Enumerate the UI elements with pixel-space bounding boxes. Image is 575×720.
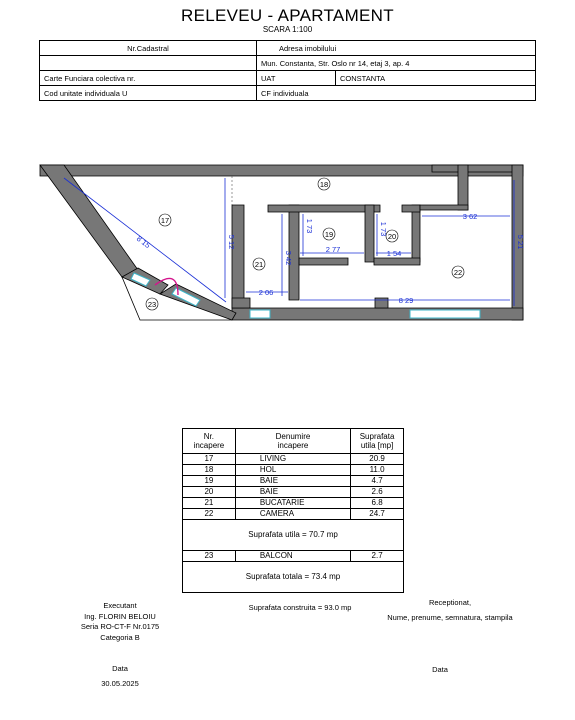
adresa-value: Mun. Constanta, Str. Oslo nr 14, etaj 3, ap. 4 [257, 56, 536, 71]
room-label: 18 [319, 180, 329, 189]
col-header-den [235, 429, 350, 454]
receptionat-block [370, 598, 530, 623]
wall-bath-div [365, 205, 374, 262]
row-den: BALCON [235, 551, 350, 562]
row-nr: 21 [183, 498, 236, 509]
executant-seria: Seria RO-CT-F Nr.0175 [80, 622, 160, 631]
wall-bath-bottom [299, 258, 348, 265]
row-sup: 11.0 [351, 465, 404, 476]
window-kitchen [250, 310, 270, 318]
col-header-sup [351, 429, 404, 454]
executant-categoria: Categoria B [100, 632, 140, 642]
table-row [183, 476, 404, 487]
dim-label: 2 06 [258, 288, 274, 297]
row-nr: 19 [183, 476, 236, 487]
receptionat-sub: Nume, prenume, semnatura, stampila [387, 612, 513, 622]
col-nr-label2: incapere [193, 441, 225, 450]
table-row [183, 509, 404, 520]
page-title: RELEVEU - APARTAMENT [181, 6, 394, 25]
row-den: BAIE [235, 487, 350, 498]
data-value: 30.05.2025 [101, 678, 139, 688]
executant-name: Ing. FLORIN BELOIU [84, 611, 156, 621]
row-den: BUCATARIE [235, 498, 350, 509]
dim-label: 8 15 [134, 234, 153, 250]
carte-label: Carte Funciara colectiva nr. [40, 71, 257, 86]
dim-label: 5 21 [516, 234, 525, 250]
data-right: Data [432, 665, 448, 674]
suprafata-construita: Suprafata construita = 93.0 mp [248, 603, 352, 612]
executant-label: Executant [103, 601, 137, 610]
nr-cadastral-label: Nr.Cadastral [40, 41, 257, 56]
wall-hol-notch [458, 165, 468, 210]
dim-label: 5 12 [227, 234, 236, 250]
wall-left-diagonal [40, 165, 138, 277]
table-row [183, 498, 404, 509]
room-label: 21 [254, 260, 264, 269]
row-nr: 20 [183, 487, 236, 498]
table-row [183, 551, 404, 562]
row-sup: 6.8 [351, 498, 404, 509]
wall-stub-b [232, 298, 250, 308]
dim-label: 1 54 [386, 249, 402, 258]
table-row [183, 465, 404, 476]
data-label: Data [112, 664, 128, 673]
col-sup-label: Suprafata [359, 432, 395, 441]
row-den: HOL [235, 465, 350, 476]
row-den: LIVING [235, 454, 350, 465]
room-label: 17 [160, 216, 170, 225]
col-den-label: Denumire [275, 432, 311, 441]
dim-label: 8 29 [398, 296, 414, 305]
room-label: 23 [147, 300, 157, 309]
uat-value: CONSTANTA [336, 71, 536, 86]
wall-bath2-right [412, 205, 420, 262]
wall-bath2-top [402, 205, 420, 212]
dim-label: 3 62 [462, 212, 478, 221]
wall-bath-top [268, 205, 380, 212]
row-den: CAMERA [235, 509, 350, 520]
cf-label: CF individuala [257, 86, 536, 101]
col-den-label2: incapere [277, 441, 309, 450]
room-label: 19 [324, 230, 334, 239]
rooms-table [182, 428, 404, 593]
data-block [80, 664, 160, 689]
row-sup: 4.7 [351, 476, 404, 487]
row-sup: 2.6 [351, 487, 404, 498]
table-row [183, 454, 404, 465]
uat-label: UAT [257, 71, 336, 86]
executant-block [60, 601, 180, 643]
col-sup-label2: utila [mp] [360, 441, 394, 450]
cod-label: Cod unitate individuala U [40, 86, 257, 101]
col-nr-label: Nr. [203, 432, 215, 441]
row-nr: 18 [183, 465, 236, 476]
scale-label: SCARA 1:100 [262, 25, 313, 34]
row-sup: 20.9 [351, 454, 404, 465]
dim-label: 1 73 [305, 218, 314, 234]
receptionat-label: Receptionat, [428, 598, 472, 607]
suprafata-utila: Suprafata utila = 70.7 mp [183, 520, 404, 551]
wall-hol-notch-b [420, 205, 468, 210]
wall-bath2-bottom [374, 258, 420, 265]
row-nr: 17 [183, 454, 236, 465]
room-label: 22 [453, 268, 463, 277]
row-sup: 2.7 [351, 551, 404, 562]
suprafata-totala: Suprafata totala = 73.4 mp [183, 562, 404, 593]
window-bottom-right [410, 310, 480, 318]
row-nr: 23 [183, 551, 236, 562]
row-den: BAIE [235, 476, 350, 487]
room-label: 20 [387, 232, 397, 241]
row-nr: 22 [183, 509, 236, 520]
table-row [183, 487, 404, 498]
col-header-nr [183, 429, 236, 454]
dim-label: 3 42 [284, 250, 293, 266]
adresa-label: Adresa imobilului [257, 41, 536, 56]
dim-label: 2 77 [325, 245, 341, 254]
wall-stub-a [375, 298, 388, 308]
row-sup: 24.7 [351, 509, 404, 520]
wall-top-right [432, 165, 523, 172]
wall-kitchen-left [232, 205, 244, 308]
dim-label: 1 73 [379, 221, 388, 237]
